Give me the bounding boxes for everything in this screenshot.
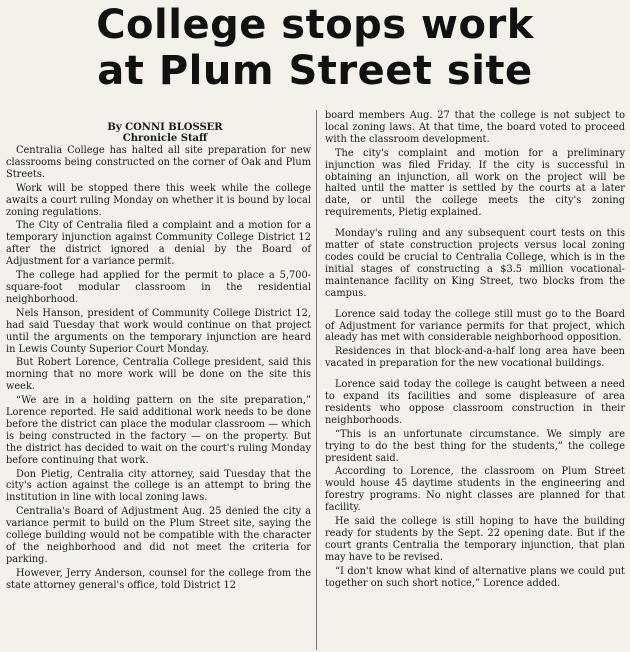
headline-line-2: at Plum Street site — [97, 48, 533, 94]
paragraph: Don Pietig, Centralia city attorney, said Tuesday that the city's action against the college is an attempt to bring the institution in line with local zoning laws. — [6, 468, 311, 504]
paragraph: “We are in a holding pattern on the site preparation,” Lorence reported. He said additional work needs to be done before the district can place the modular classroom — which is being constructed in the factory — on the property. But the district has decided to wait on the court's ruling Monday before continuing that work. — [6, 395, 311, 466]
paragraph: He said the college is still hoping to have the building ready for students by the Sept. 22 opening date. But if the court grants Centralia the temporary injunction, that plan may have to be revised. — [325, 516, 625, 563]
paragraph: Nels Hanson, president of Community College District 12, had said Tuesday that work would continue on that project until the arguments on the temporary injunction are heard in Lewis County Superior Court Monday. — [6, 307, 311, 355]
paragraph: But Robert Lorence, Centralia College president, said this morning that no more work will be done on the site this week. — [6, 357, 311, 393]
byline — [90, 122, 240, 144]
byline-author: By CONNI BLOSSER — [107, 122, 223, 133]
column-divider — [316, 110, 317, 650]
paragraph: Centralia College has halted all site preparation for new classrooms being constructed on the corner of Oak and Plum Streets. — [6, 145, 311, 180]
paragraph: Lorence said today the college still must go to the Board of Adjustment for variance permits for that project, which aleady has met with considerable neighborhood opposition. — [325, 308, 625, 344]
paragraph: Work will be stopped there this week while the college awaits a court ruling Monday on whether it is bound by local zoning regulations. — [6, 182, 311, 218]
paragraph: The City of Centralia filed a complaint and a motion for a temporary injunction against Community College District 12 after the district ignored a denial by the Board of Adjustment for a variance permit. — [6, 220, 311, 268]
headline-line-1: College stops work — [96, 2, 534, 48]
paragraph: Lorence said today the college is caught between a need to expand its facilities and some displeasure of area residents who oppose classroom construction in their neighborhoods. — [325, 379, 625, 426]
paragraph: Centralia's Board of Adjustment Aug. 25 denied the city a variance permit to build on the Plum Street site, saying the college building would not be compatible with the character of the neighborhood and did not meet the criteria for parking. — [6, 506, 311, 565]
headline — [0, 2, 630, 94]
article-column-right — [325, 110, 625, 592]
paragraph: “I don't know what kind of alternative plans we could put together on such short notice,” Lorence added. — [325, 565, 625, 589]
article-column-left — [6, 145, 311, 594]
paragraph: The college had applied for the permit to place a 5,700-square-foot modular classroom in the residential neighborhood. — [6, 270, 311, 305]
paragraph: However, Jerry Anderson, counsel for the college from the state attorney general's office, told District 12 — [6, 567, 311, 591]
byline-desk: Chronicle Staff — [122, 133, 208, 144]
paragraph: According to Lorence, the classroom on Plum Street would house 45 daytime students in the engineering and forestry programs. No night classes are planned for that facility. — [325, 466, 625, 514]
paragraph: Monday's ruling and any subsequent court tests on this matter of state construction projects versus local zoning codes could be crucial to Centralia College, which is in the initial stages of constructing a $3.5 million vocational-maintenance facility on King Street, two blocks from the campus. — [325, 228, 625, 299]
paragraph: Residences in that block-and-a-half long area have been vacated in preparation for the new vocational buildings. — [325, 346, 625, 370]
paragraph: board members Aug. 27 that the college is not subject to local zoning laws. At that time, the board voted to proceed with the classroom development. — [325, 110, 625, 145]
paragraph: The city's complaint and motion for a preliminary injunction was filed Friday. If the city is successful in obtaining an injunction, all work on the project will be halted until the matter is settled by the courts at a later date, or until the college meets the city's zoning requirements, Pietig explained. — [325, 147, 625, 219]
paragraph: “This is an unfortunate circumstance. We simply are trying to do the best thing for the students,” the college president said. — [325, 428, 625, 464]
